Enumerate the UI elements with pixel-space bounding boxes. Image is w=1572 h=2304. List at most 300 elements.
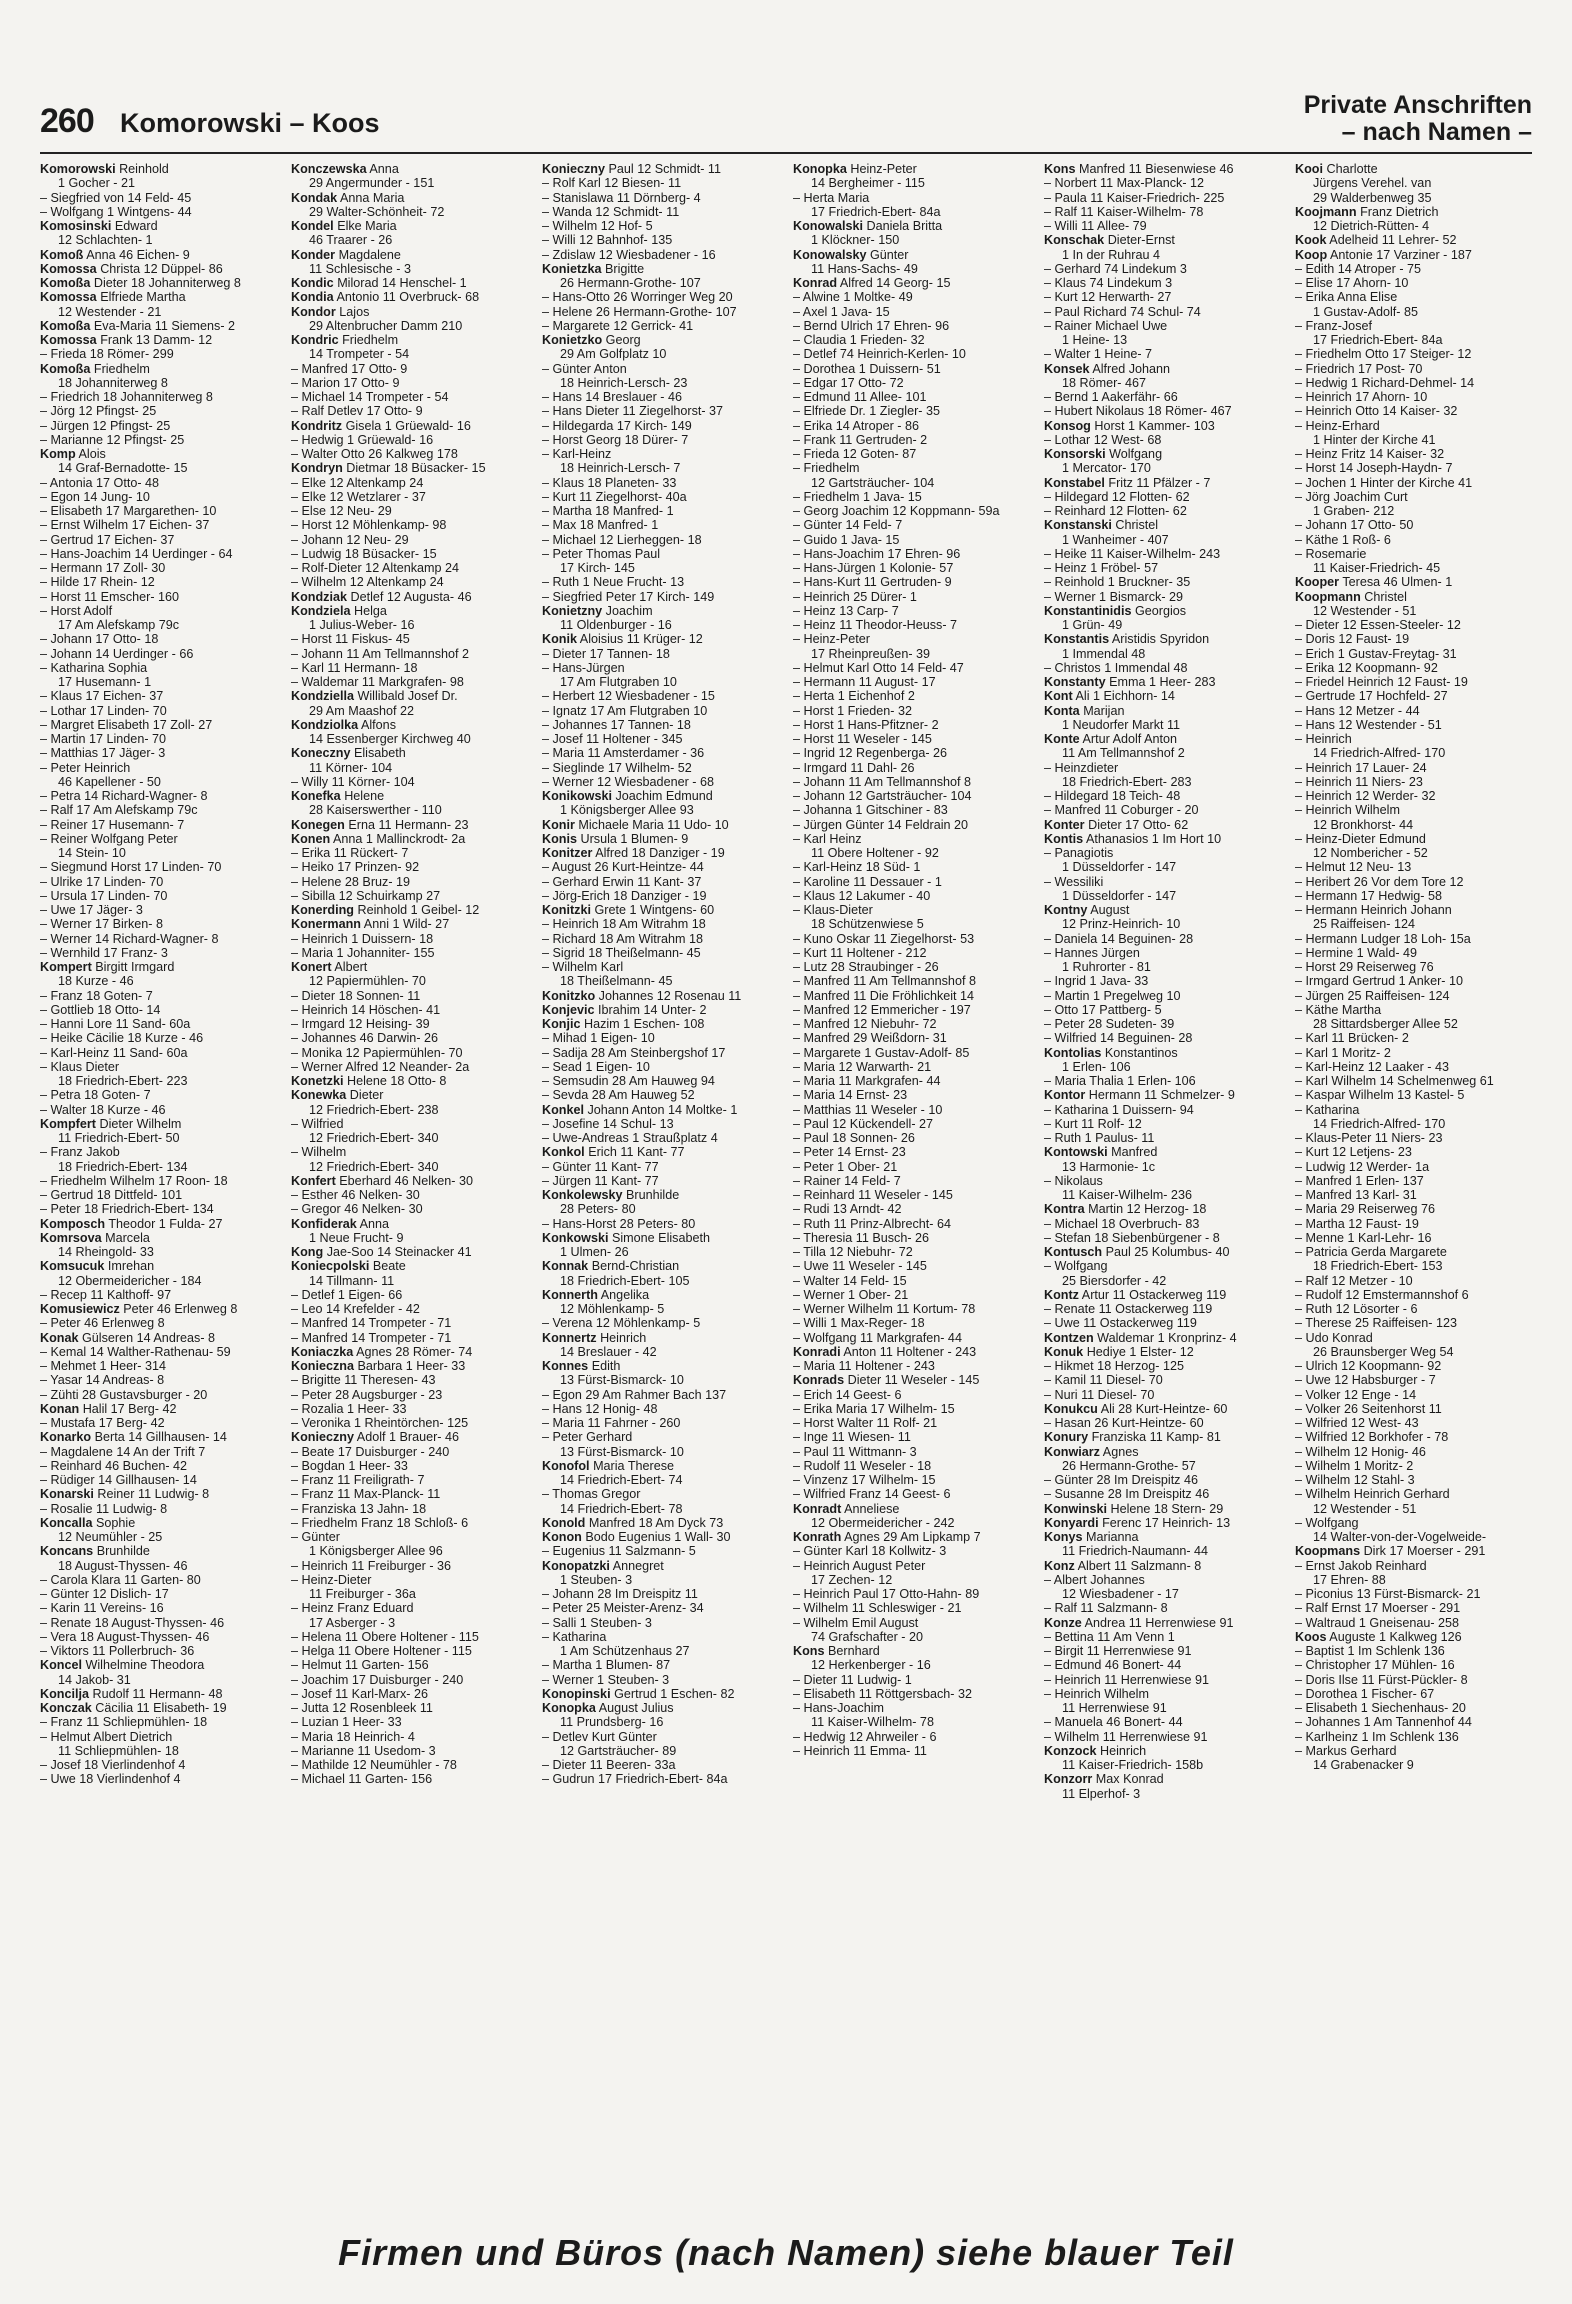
entry-details: Elisabeth: [353, 746, 406, 761]
surname: Komoßa: [40, 361, 91, 376]
name-entry: – Erich 14 Geest- 6: [793, 1387, 902, 1402]
surname-entry: [40, 1217, 280, 1231]
entry-details: Fritz 11 Pfälzer - 7: [1108, 475, 1211, 490]
address-line: 11 Freiburger - 36a: [309, 1587, 416, 1601]
address-line: 1 Gustav-Adolf- 85: [1313, 304, 1418, 319]
surname-entry: [291, 1345, 531, 1359]
name-entry: – Doris Ilse 11 Fürst-Pückler- 8: [1295, 1672, 1468, 1687]
surname: Kontz: [1044, 1287, 1079, 1302]
name-entry: – Hans-Horst 28 Peters- 80: [542, 1216, 696, 1231]
surname-entry: [40, 1544, 280, 1558]
surname-entry: [542, 1701, 782, 1715]
surname-entry: [40, 1331, 280, 1345]
name-entry: – Hans 14 Breslauer - 46: [542, 390, 683, 404]
listing-columns: [40, 162, 1536, 2197]
entry-details: Günter: [869, 247, 909, 262]
surname-entry: [542, 1530, 782, 1544]
name-entry: – Wilfried 12 Borkhofer - 78: [1295, 1430, 1449, 1445]
address-line: 17 Asberger - 3: [309, 1615, 396, 1630]
name-entry: – Mihad 1 Eigen- 10: [542, 1031, 655, 1046]
name-entry: – Hermine 1 Wald- 49: [1295, 945, 1418, 960]
entry-details: Elke Maria: [337, 219, 397, 233]
address-line: 46 Traarer - 26: [309, 233, 393, 248]
name-entry: – Franz 11 Freiligrath- 7: [291, 1473, 425, 1487]
page-heading: Komorowski – Koos: [120, 108, 380, 138]
surname-entry: [542, 262, 782, 276]
address-line: 11 Friedrich-Ebert- 50: [58, 1131, 180, 1145]
surname-entry: [40, 276, 280, 290]
name-entry: – Richard 18 Am Witrahm 18: [542, 931, 703, 946]
name-entry: – Manfred 14 Trompeter - 71: [291, 1330, 452, 1345]
name-entry: – Heinz-Erhard: [1295, 418, 1380, 433]
entry-details: Bodo Eugenius 1 Wall- 30: [585, 1530, 731, 1544]
surname-entry: [1044, 447, 1284, 461]
name-entry: – Dieter 12 Essen-Steeler- 12: [1295, 618, 1461, 632]
name-entry: – Max 18 Manfred- 1: [542, 518, 659, 533]
entry-details: Anton 11 Holtener - 243: [843, 1344, 977, 1359]
name-entry: – Daniela 14 Beguinen- 28: [1044, 931, 1194, 946]
entry-details: Bernd-Christian: [591, 1259, 680, 1274]
name-entry: – Hans-Jürgen 1 Kolonie- 57: [793, 561, 954, 575]
name-entry: – Uwe 12 Habsburger - 7: [1295, 1373, 1436, 1388]
surname-entry: [40, 319, 280, 333]
surname: Konegen: [291, 817, 345, 832]
surname-entry: [1044, 233, 1284, 247]
name-entry: – Thomas Gregor: [542, 1487, 641, 1502]
address-line: 18 Friedrich-Ebert- 223: [58, 1074, 188, 1088]
address-line: 1 Königsberger Allee 96: [309, 1544, 443, 1559]
surname-entry: [1044, 832, 1284, 846]
surname: Konowalski: [793, 219, 863, 233]
address-line: 14 Friedrich-Alfred- 170: [1313, 1116, 1446, 1131]
name-entry: – August 26 Kurt-Heintze- 44: [542, 860, 704, 875]
entry-details: Erna 11 Hermann- 23: [348, 817, 469, 832]
name-entry: – Manfred 14 Trompeter - 71: [291, 1316, 452, 1331]
address-line: 26 Hermann-Grothe- 107: [560, 276, 701, 290]
address-line: 14 Friedrich-Alfred- 170: [1313, 746, 1446, 761]
surname: Komossa: [40, 333, 97, 347]
name-entry: – Günter Anton: [542, 361, 627, 376]
surname-entry: [1044, 903, 1284, 917]
surname: Koos: [1295, 1629, 1327, 1644]
address-line: 11 Kaiser-Friedrich- 45: [1313, 561, 1441, 575]
entry-details: Jae-Soo 14 Steinacker 41: [326, 1245, 472, 1259]
name-entry: – Otto 17 Pattberg- 5: [1044, 1002, 1162, 1017]
surname: Konta: [1044, 703, 1080, 718]
surname-entry: [542, 333, 782, 347]
name-entry: – Johann 17 Otto- 18: [40, 632, 159, 647]
name-entry: – Heinz 13 Carp- 7: [793, 603, 899, 618]
name-entry: – Matthias 11 Weseler - 10: [793, 1102, 943, 1117]
name-entry: – Axel 1 Java- 15: [793, 304, 890, 319]
name-entry: – Manfred 17 Otto- 9: [291, 361, 408, 376]
name-entry: – Karlheinz 1 Im Schlenk 136: [1295, 1729, 1459, 1744]
name-entry: – Wolfgang: [1044, 1259, 1108, 1274]
name-entry: – Hans 12 Metzer - 44: [1295, 703, 1420, 718]
name-entry: – Rüdiger 14 Gillhausen- 14: [40, 1473, 197, 1487]
name-entry: – Peter Heinrich: [40, 760, 131, 775]
name-entry: – Kurt 12 Herwarth- 27: [1044, 290, 1172, 305]
surname: Kondia: [291, 290, 334, 305]
surname-entry: [1044, 362, 1284, 376]
name-entry: – Horst 14 Joseph-Haydn- 7: [1295, 461, 1453, 476]
surname: Konyardi: [1044, 1515, 1099, 1530]
surname: Konte: [1044, 732, 1080, 746]
address-line: 14 Jakob- 31: [58, 1672, 131, 1687]
name-entry: – Willi 11 Allee- 79: [1044, 219, 1147, 233]
entry-details: Manfred 18 Am Dyck 73: [588, 1515, 724, 1530]
name-entry: – Hans-Otto 26 Worringer Weg 20: [542, 290, 733, 305]
name-entry: – Friedrich 17 Post- 70: [1295, 361, 1423, 376]
address-line: 25 Raiffeisen- 124: [1313, 917, 1415, 932]
address-line: 12 Nombericher - 52: [1313, 846, 1428, 860]
entry-details: Marcela: [105, 1230, 150, 1245]
surname-entry: [40, 1516, 280, 1530]
surname: Kondor: [291, 304, 336, 319]
name-entry: – Hans-Joachim 14 Uerdinger - 64: [40, 546, 233, 561]
name-entry: – Margret Elisabeth 17 Zoll- 27: [40, 717, 213, 732]
name-entry: – Manfred 29 Weißdorn- 31: [793, 1031, 947, 1046]
surname-entry: [291, 718, 531, 732]
name-entry: – Erika 12 Koopmann- 92: [1295, 660, 1438, 675]
name-entry: – Johanna 1 Gitschiner - 83: [793, 803, 948, 818]
surname-entry: [1044, 1088, 1284, 1102]
surname-entry: [542, 1331, 782, 1345]
name-entry: – Karl Heinz: [793, 831, 862, 846]
surname: Konradt: [793, 1501, 842, 1516]
surname: Koniecpolski: [291, 1259, 370, 1274]
name-entry: – Maria 11 Amsterdamer - 36: [542, 746, 705, 761]
entry-details: Charlotte: [1326, 162, 1378, 176]
address-line: 12 Friedrich-Ebert- 340: [309, 1159, 439, 1174]
name-entry: – Sibilla 12 Schuirkamp 27: [291, 888, 441, 903]
surname-entry: [1044, 675, 1284, 689]
name-entry: – Johann 12 Gartsträucher- 104: [793, 789, 972, 803]
surname-entry: [793, 219, 1033, 233]
entry-details: Adolf 1 Brauer- 46: [356, 1430, 460, 1445]
name-entry: – Uwe 17 Jäger- 3: [40, 903, 143, 917]
surname-entry: [40, 960, 280, 974]
entry-details: Andrea 11 Herrenwiese 91: [1084, 1615, 1234, 1630]
entry-details: Imrehan: [107, 1259, 155, 1274]
name-entry: – Esther 46 Nelken- 30: [291, 1188, 420, 1202]
listing-column-4: [793, 162, 1033, 2197]
surname: Komoß: [40, 247, 84, 262]
entry-details: Wolfgang: [1109, 447, 1163, 461]
address-line: 12 Herkenberger - 16: [811, 1658, 931, 1673]
surname-entry: [40, 219, 280, 233]
name-entry: – Peter Thomas Paul: [542, 546, 661, 561]
surname-entry: [1044, 476, 1284, 490]
entry-details: Heinrich: [1099, 1743, 1147, 1758]
name-entry: – Waltraud 1 Gneisenau- 258: [1295, 1615, 1460, 1630]
name-entry: – Nuri 11 Diesel- 70: [1044, 1387, 1155, 1402]
address-line: 11 Hans-Sachs- 49: [811, 261, 918, 276]
name-entry: – Bernd Ulrich 17 Ehren- 96: [793, 318, 950, 333]
entry-details: Adelheid 11 Lehrer- 52: [1329, 233, 1457, 248]
entry-details: Edith: [591, 1359, 621, 1373]
address-line: 11 Schlesische - 3: [309, 261, 411, 276]
surname: Konak: [40, 1330, 79, 1345]
surname-entry: [1044, 1202, 1284, 1216]
surname: Komsucuk: [40, 1259, 105, 1274]
surname-entry: [1044, 604, 1284, 618]
name-entry: – Paul 12 Kückendell- 27: [793, 1116, 934, 1131]
surname-entry: [291, 191, 531, 205]
name-entry: – Peter 14 Ernst- 23: [793, 1145, 906, 1160]
surname: Kooper: [1295, 575, 1340, 590]
entry-details: Heinrich: [600, 1330, 647, 1345]
entry-details: Martin 12 Herzog- 18: [1088, 1202, 1207, 1217]
surname-entry: [291, 305, 531, 319]
surname: Koneczny: [291, 746, 351, 761]
surname-entry: [542, 1516, 782, 1530]
surname-entry: [1044, 818, 1284, 832]
address-line: 17 Am Flutgraben 10: [560, 675, 677, 689]
name-entry: – Martha 12 Faust- 19: [1295, 1216, 1419, 1231]
name-entry: – Gudrun 17 Friedrich-Ebert- 84a: [542, 1772, 728, 1787]
section-title: [1304, 92, 1532, 146]
surname-entry: [291, 333, 531, 347]
surname: Kooi: [1295, 162, 1323, 176]
address-line: 12 Westender - 51: [1313, 1501, 1417, 1516]
name-entry: – Josefine 14 Schul- 13: [542, 1116, 674, 1131]
surname: Konermann: [291, 917, 361, 932]
name-entry: – Werner 14 Richard-Wagner- 8: [40, 931, 219, 946]
name-entry: – Wessiliki: [1044, 874, 1104, 889]
surname: Kontusch: [1044, 1245, 1103, 1259]
surname-entry: [40, 1302, 280, 1316]
address-line: 12 Prinz-Heinrich- 10: [1062, 917, 1181, 932]
name-entry: – Martha 1 Blumen- 87: [542, 1658, 671, 1673]
name-entry: – Franz 11 Schliepmühlen- 18: [40, 1715, 208, 1730]
entry-details: Brunhilde: [96, 1544, 150, 1559]
name-entry: – Helmut Albert Dietrich: [40, 1729, 173, 1744]
name-entry: – Dieter 11 Beeren- 33a: [542, 1758, 676, 1772]
surname: Konter: [1044, 817, 1085, 832]
surname: Konopka: [793, 162, 847, 176]
entry-details: Antonio 11 Overbruck- 68: [336, 290, 480, 305]
name-entry: – Franziska 13 Jahn- 18: [291, 1501, 427, 1516]
name-entry: – Katharina: [1295, 1102, 1360, 1117]
address-line: 12 Gartsträucher- 104: [811, 475, 935, 490]
surname-entry: [793, 1644, 1033, 1658]
name-entry: – Michael 12 Lierheggen- 18: [542, 532, 702, 547]
name-entry: – Klaus 12 Lakumer - 40: [793, 888, 931, 903]
name-entry: – Werner Wilhelm 11 Kortum- 78: [793, 1302, 976, 1316]
surname-entry: [1295, 162, 1535, 176]
entry-details: Helga: [353, 603, 387, 618]
surname-entry: [40, 447, 280, 461]
address-line: 18 Römer- 467: [1062, 375, 1146, 390]
name-entry: – Günter 11 Kant- 77: [542, 1159, 659, 1174]
entry-details: Albert 11 Salzmann- 8: [1077, 1558, 1202, 1573]
name-entry: – Egon 29 Am Rahmer Bach 137: [542, 1387, 727, 1402]
name-entry: – Detlef 1 Eigen- 66: [291, 1287, 403, 1302]
name-entry: – Sead 1 Eigen- 10: [542, 1059, 650, 1074]
address-line: Jürgens Verehel. van: [1313, 176, 1432, 191]
surname-entry: [542, 1145, 782, 1159]
address-line: 12 Möhlenkamp- 5: [560, 1302, 665, 1316]
surname-entry: [40, 1658, 280, 1672]
entry-details: Dieter 17 Otto- 62: [1088, 817, 1189, 832]
name-entry: – Wernhild 17 Franz- 3: [40, 945, 168, 960]
name-entry: – Friedel Heinrich 12 Faust- 19: [1295, 675, 1468, 689]
name-entry: – Manfred 1 Erlen- 137: [1295, 1173, 1424, 1188]
surname: Konstabel: [1044, 475, 1105, 490]
name-entry: – Heinrich 17 Ahorn- 10: [1295, 390, 1428, 404]
address-line: 1 Düsseldorfer - 147: [1062, 860, 1177, 875]
surname: Kontowski: [1044, 1145, 1108, 1160]
address-line: 12 Dietrich-Rütten- 4: [1313, 219, 1430, 233]
surname: Konietzny: [542, 603, 603, 618]
name-entry: – Johann 28 Im Dreispitz 11: [542, 1587, 698, 1601]
name-entry: – Vera 18 August-Thyssen- 46: [40, 1629, 210, 1644]
surname-entry: [291, 903, 531, 917]
surname-entry: [1044, 1331, 1284, 1345]
name-entry: – Willi 1 Max-Reger- 18: [793, 1316, 925, 1331]
address-line: 11 Oldenburger - 16: [560, 618, 672, 632]
name-entry: – Beate 17 Duisburger - 240: [291, 1444, 450, 1459]
entry-details: Peter 46 Erlenweg 8: [123, 1302, 238, 1316]
name-entry: – Werner 1 Steuben- 3: [542, 1672, 670, 1687]
address-line: 1 Gocher - 21: [58, 176, 136, 191]
entry-details: Max Konrad: [1095, 1772, 1164, 1787]
surname-entry: [542, 818, 782, 832]
name-entry: – Edmund 11 Allee- 101: [793, 390, 927, 404]
surname: Konukcu: [1044, 1401, 1098, 1416]
entry-details: Georg: [605, 333, 641, 347]
address-line: 14 Friedrich-Ebert- 74: [560, 1473, 683, 1487]
surname: Konrad: [793, 276, 838, 290]
name-entry: – Piconius 13 Fürst-Bismarck- 21: [1295, 1587, 1481, 1601]
name-entry: – Gertrud 18 Dittfeld- 101: [40, 1188, 183, 1202]
name-entry: – Elisabeth 1 Siechenhaus- 20: [1295, 1701, 1466, 1715]
address-line: 18 Friedrich-Ebert- 153: [1313, 1259, 1443, 1274]
address-line: 1 Graben- 212: [1313, 504, 1395, 518]
entry-details: Manfred 11 Biesenwiese 46: [1078, 162, 1234, 176]
name-entry: – Klaus-Peter 11 Niers- 23: [1295, 1131, 1443, 1145]
address-line: 14 Stein- 10: [58, 846, 126, 860]
surname: Konis: [542, 831, 577, 846]
surname-entry: [1044, 1559, 1284, 1573]
name-entry: – Karl-Heinz 18 Süd- 1: [793, 860, 921, 875]
name-entry: – Christos 1 Immendal 48: [1044, 660, 1188, 675]
surname-entry: [1295, 590, 1535, 604]
address-line: 11 Kaiser-Wilhelm- 78: [811, 1715, 934, 1730]
name-entry: – Zdislaw 12 Wiesbadener - 16: [542, 247, 716, 262]
entry-details: Marianna: [1086, 1530, 1139, 1544]
surname: Konze: [1044, 1615, 1082, 1630]
entry-details: Teresa 46 Ulmen- 1: [1342, 575, 1453, 590]
address-line: 14 Walter-von-der-Vogelweide-: [1313, 1530, 1487, 1544]
surname: Konnes: [542, 1359, 589, 1373]
name-entry: – Hans-Jürgen: [542, 660, 625, 675]
address-line: 28 Peters- 80: [560, 1202, 636, 1217]
entry-details: Anni 1 Wild- 27: [363, 917, 450, 932]
listing-column-3: [542, 162, 782, 2197]
name-entry: – Kurt 11 Holtener - 212: [793, 945, 927, 960]
name-entry: – Heinz-Peter: [793, 632, 870, 647]
name-entry: – Baptist 1 Im Schlenk 136: [1295, 1644, 1445, 1658]
name-entry: – Hans-Kurt 11 Gertruden- 9: [793, 575, 952, 590]
name-entry: – Peter 28 Augsburger - 23: [291, 1387, 443, 1402]
name-entry: – Theresia 11 Busch- 26: [793, 1230, 930, 1245]
name-entry: – Stanislawa 11 Dörnberg- 4: [542, 190, 701, 205]
surname: Kons: [793, 1644, 825, 1658]
name-entry: – Jörg Joachim Curt: [1295, 489, 1408, 504]
address-line: 18 Friedrich-Ebert- 134: [58, 1159, 188, 1174]
name-entry: – Herbert 12 Wiesbadener - 15: [542, 689, 715, 704]
surname-entry: [793, 1345, 1033, 1359]
name-entry: – Erika 14 Atroper - 86: [793, 418, 920, 433]
name-entry: – Heinz-Dieter: [291, 1572, 372, 1587]
surname-entry: [291, 960, 531, 974]
surname: Kontny: [1044, 903, 1088, 917]
surname: Kont: [1044, 689, 1073, 704]
entry-details: Detlef 12 Augusta- 46: [350, 589, 472, 604]
surname: Koniaczka: [291, 1344, 354, 1359]
name-entry: – Brigitte 11 Theresen- 43: [291, 1373, 436, 1388]
name-entry: – Horst 1 Frieden- 32: [793, 703, 912, 718]
surname-entry: [40, 1687, 280, 1701]
name-entry: – Friedhelm Wilhelm 17 Roon- 18: [40, 1173, 228, 1188]
name-entry: – Margarete 12 Gerrick- 41: [542, 318, 694, 333]
name-entry: – Reiner 17 Husemann- 7: [40, 817, 185, 832]
surname-entry: [291, 818, 531, 832]
surname-entry: [542, 632, 782, 646]
surname: Konerding: [291, 903, 354, 917]
name-entry: – Ruth 11 Prinz-Albrecht- 64: [793, 1216, 951, 1231]
surname-entry: [542, 1459, 782, 1473]
name-entry: – Franz Jakob: [40, 1145, 120, 1160]
surname: Konsorski: [1044, 447, 1106, 461]
surname: Kontor: [1044, 1088, 1086, 1103]
name-entry: – Günter 14 Feld- 7: [793, 518, 903, 533]
name-entry: – Paul Richard 74 Schul- 74: [1044, 304, 1201, 319]
name-entry: – Yasar 14 Andreas- 8: [40, 1373, 165, 1388]
name-entry: – Elise 17 Ahorn- 10: [1295, 276, 1409, 290]
name-entry: – Norbert 11 Max-Planck- 12: [1044, 176, 1205, 191]
name-entry: – Michael 14 Trompeter - 54: [291, 390, 449, 404]
name-entry: – Helmut 11 Garten- 156: [291, 1658, 429, 1673]
surname-entry: [291, 219, 531, 233]
entry-details: Ibrahim 14 Unter- 2: [598, 1002, 707, 1017]
name-entry: – Paul 18 Sonnen- 26: [793, 1131, 915, 1145]
name-entry: – Heribert 26 Vor dem Tore 12: [1295, 874, 1464, 889]
name-entry: – Reinhold 1 Bruckner- 35: [1044, 575, 1191, 590]
address-line: 11 Schliepmühlen- 18: [58, 1743, 179, 1758]
surname: Kontra: [1044, 1202, 1085, 1217]
name-entry: – Rosalie 11 Ludwig- 8: [40, 1501, 168, 1516]
surname: Konjevic: [542, 1002, 595, 1017]
name-entry: – Karl-Heinz 12 Laaker - 43: [1295, 1059, 1450, 1074]
surname-entry: [291, 917, 531, 931]
name-entry: – Dieter 11 Ludwig- 1: [793, 1672, 912, 1687]
address-line: 26 Braunsberger Weg 54: [1313, 1344, 1454, 1359]
address-line: 18 Heinrich-Lersch- 23: [560, 375, 688, 390]
surname-entry: [1044, 1502, 1284, 1516]
surname: Konieczny: [542, 162, 605, 176]
address-line: 1 Erlen- 106: [1062, 1059, 1131, 1074]
entry-details: Eberhard 46 Nelken- 30: [339, 1173, 473, 1188]
surname-entry: [291, 1217, 531, 1231]
name-entry: – Margarete 1 Gustav-Adolf- 85: [793, 1045, 970, 1060]
name-entry: – Helene 28 Bruz- 19: [291, 874, 411, 889]
address-line: 14 Friedrich-Ebert- 78: [560, 1501, 683, 1516]
name-entry: – Walter 1 Heine- 7: [1044, 347, 1153, 362]
name-entry: – Manfred 12 Niebuhr- 72: [793, 1017, 937, 1031]
